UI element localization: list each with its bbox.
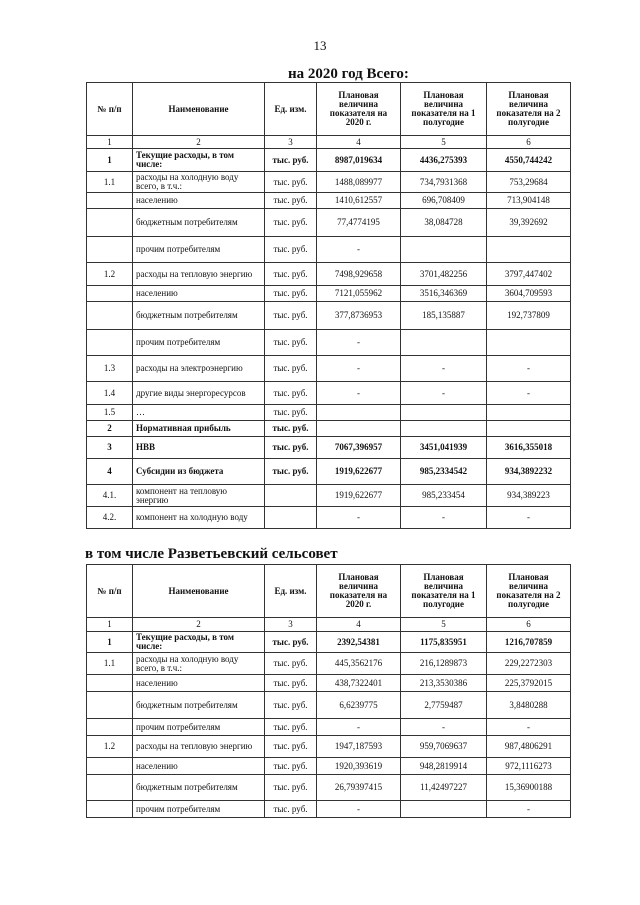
header-number: № п/п (87, 83, 133, 136)
value-plan-h2: 713,904148 (487, 193, 571, 209)
value-plan-h2: 972,1116273 (487, 758, 571, 775)
row-unit: тыс. руб. (265, 736, 317, 758)
table-row (87, 485, 571, 507)
value-plan-h2: 1216,707859 (487, 632, 571, 653)
value-plan-h1: 216,1289873 (401, 653, 487, 675)
row-unit: тыс. руб. (265, 675, 317, 692)
value-plan-h2: - (487, 801, 571, 818)
row-name: бюджетным потребителям (133, 209, 265, 237)
table-row (87, 437, 571, 459)
table-row (87, 263, 571, 286)
row-number (87, 758, 133, 775)
header-name: Наименование (133, 83, 265, 136)
value-plan-h2: 15,36900188 (487, 775, 571, 801)
value-plan-h1: - (401, 507, 487, 529)
row-name: Нормативная прибыль (133, 421, 265, 437)
value-plan-h1 (401, 330, 487, 356)
header-number: № п/п (87, 565, 133, 618)
value-plan-h1: 948,2819914 (401, 758, 487, 775)
budget-table-razvetyevsky (86, 564, 571, 818)
row-number (87, 675, 133, 692)
value-plan-year: 7498,929658 (317, 263, 401, 286)
value-plan-h1: 38,084728 (401, 209, 487, 237)
header-unit: Ед. изм. (265, 565, 317, 618)
row-name: бюджетным потребителям (133, 302, 265, 330)
value-plan-year: 377,8736953 (317, 302, 401, 330)
page-number: 13 (313, 38, 327, 53)
row-unit: тыс. руб. (265, 459, 317, 485)
section-title-total: на 2020 год Всего: (288, 66, 409, 82)
row-number (87, 209, 133, 237)
value-plan-h1: - (401, 356, 487, 382)
value-plan-h2: 3616,355018 (487, 437, 571, 459)
value-plan-h1: 185,135887 (401, 302, 487, 330)
row-name: другие виды энергоресурсов (133, 382, 265, 405)
value-plan-h1: 734,7931368 (401, 172, 487, 193)
value-plan-h2: - (487, 356, 571, 382)
row-number (87, 330, 133, 356)
value-plan-h1: 2,7759487 (401, 692, 487, 719)
value-plan-h2: - (487, 719, 571, 736)
table-row (87, 507, 571, 529)
table-row (87, 775, 571, 801)
value-plan-year: 1920,393619 (317, 758, 401, 775)
row-number: 1.2 (87, 736, 133, 758)
column-number: 3 (265, 618, 317, 632)
value-plan-h2: 225,3792015 (487, 675, 571, 692)
row-number (87, 692, 133, 719)
row-name: бюджетным потребителям (133, 692, 265, 719)
table-row (87, 356, 571, 382)
row-number: 3 (87, 437, 133, 459)
table-row (87, 736, 571, 758)
row-number (87, 719, 133, 736)
row-number (87, 302, 133, 330)
value-plan-h1: 696,708409 (401, 193, 487, 209)
column-number: 6 (487, 136, 571, 149)
value-plan-h1: 1175,835951 (401, 632, 487, 653)
row-name: расходы на электроэнергию (133, 356, 265, 382)
row-name: Текущие расходы, в том числе: (133, 632, 265, 653)
value-plan-year: 7067,396957 (317, 437, 401, 459)
row-number: 1.3 (87, 356, 133, 382)
header-plan-h1: Плановая величина показателя на 1 полугодие (401, 565, 487, 618)
value-plan-h2: - (487, 507, 571, 529)
value-plan-h1: 985,233454 (401, 485, 487, 507)
row-unit: тыс. руб. (265, 263, 317, 286)
value-plan-year: 1488,089977 (317, 172, 401, 193)
value-plan-h2: 3,8480288 (487, 692, 571, 719)
value-plan-h2: 3604,709593 (487, 286, 571, 302)
value-plan-h1: 4436,275393 (401, 149, 487, 172)
row-unit: тыс. руб. (265, 421, 317, 437)
value-plan-year: 2392,54381 (317, 632, 401, 653)
value-plan-h2 (487, 330, 571, 356)
row-number (87, 286, 133, 302)
row-name: населению (133, 758, 265, 775)
row-name: прочим потребителям (133, 330, 265, 356)
row-unit: тыс. руб. (265, 302, 317, 330)
row-number: 1.2 (87, 263, 133, 286)
value-plan-year: 1919,622677 (317, 459, 401, 485)
row-name: прочим потребителям (133, 801, 265, 818)
row-number: 1.5 (87, 405, 133, 421)
value-plan-year: 26,79397415 (317, 775, 401, 801)
header-plan-year: Плановая величина показателя на 2020 г. (317, 83, 401, 136)
column-number-row (87, 618, 571, 632)
row-name: населению (133, 193, 265, 209)
value-plan-h2: 4550,744242 (487, 149, 571, 172)
value-plan-year: 445,3562176 (317, 653, 401, 675)
value-plan-year: - (317, 507, 401, 529)
value-plan-year (317, 421, 401, 437)
row-unit: тыс. руб. (265, 405, 317, 421)
table-row (87, 405, 571, 421)
row-number: 2 (87, 421, 133, 437)
row-number (87, 801, 133, 818)
value-plan-h2: 229,2272303 (487, 653, 571, 675)
table-row (87, 801, 571, 818)
row-unit: тыс. руб. (265, 632, 317, 653)
value-plan-year: - (317, 356, 401, 382)
row-number: 4.2. (87, 507, 133, 529)
value-plan-year: 6,6239775 (317, 692, 401, 719)
value-plan-h2: - (487, 382, 571, 405)
row-unit: тыс. руб. (265, 437, 317, 459)
column-number: 2 (133, 136, 265, 149)
column-number: 1 (87, 618, 133, 632)
row-unit: тыс. руб. (265, 692, 317, 719)
column-number: 3 (265, 136, 317, 149)
column-number: 2 (133, 618, 265, 632)
budget-table-total (86, 82, 571, 529)
header-plan-year: Плановая величина показателя на 2020 г. (317, 565, 401, 618)
row-unit: тыс. руб. (265, 719, 317, 736)
table-row (87, 632, 571, 653)
value-plan-h2 (487, 237, 571, 263)
value-plan-year: - (317, 330, 401, 356)
table-row (87, 382, 571, 405)
value-plan-h1: - (401, 382, 487, 405)
value-plan-h1: 3516,346369 (401, 286, 487, 302)
row-name: расходы на тепловую энергию (133, 263, 265, 286)
value-plan-year: 438,7322401 (317, 675, 401, 692)
row-name: НВВ (133, 437, 265, 459)
value-plan-year (317, 405, 401, 421)
value-plan-h2 (487, 421, 571, 437)
row-number (87, 237, 133, 263)
table-row (87, 237, 571, 263)
value-plan-h2: 934,3892232 (487, 459, 571, 485)
row-number (87, 193, 133, 209)
row-name: компонент на холодную воду (133, 507, 265, 529)
column-number: 5 (401, 618, 487, 632)
table-row (87, 653, 571, 675)
value-plan-year: - (317, 237, 401, 263)
header-name: Наименование (133, 565, 265, 618)
value-plan-year: - (317, 382, 401, 405)
header-plan-h1: Плановая величина показателя на 1 полугодие (401, 83, 487, 136)
row-name: бюджетным потребителям (133, 775, 265, 801)
row-name: компонент на тепловую энергию (133, 485, 265, 507)
value-plan-h1: - (401, 719, 487, 736)
value-plan-h2: 934,389223 (487, 485, 571, 507)
value-plan-h1: 985,2334542 (401, 459, 487, 485)
row-unit: тыс. руб. (265, 653, 317, 675)
value-plan-h1: 11,42497227 (401, 775, 487, 801)
row-number: 1.1 (87, 653, 133, 675)
table-header-row (87, 565, 571, 618)
row-unit: тыс. руб. (265, 286, 317, 302)
row-number: 4 (87, 459, 133, 485)
table-row (87, 193, 571, 209)
row-number: 1.4 (87, 382, 133, 405)
column-number-row (87, 136, 571, 149)
table-row (87, 330, 571, 356)
row-number (87, 775, 133, 801)
row-name: расходы на холодную воду всего, в т.ч.: (133, 172, 265, 193)
value-plan-h1: 213,3530386 (401, 675, 487, 692)
value-plan-h2: 192,737809 (487, 302, 571, 330)
row-unit: тыс. руб. (265, 172, 317, 193)
row-name: расходы на холодную воду всего, в т.ч.: (133, 653, 265, 675)
row-unit: тыс. руб. (265, 237, 317, 263)
row-name: прочим потребителям (133, 719, 265, 736)
table-header-row (87, 83, 571, 136)
table-row (87, 758, 571, 775)
value-plan-h1: 959,7069637 (401, 736, 487, 758)
header-plan-h2: Плановая величина показателя на 2 полугодие (487, 565, 571, 618)
table-row (87, 692, 571, 719)
value-plan-h1 (401, 801, 487, 818)
row-unit: тыс. руб. (265, 330, 317, 356)
table-row (87, 719, 571, 736)
value-plan-h1 (401, 405, 487, 421)
column-number: 1 (87, 136, 133, 149)
table-row (87, 172, 571, 193)
value-plan-year: 7121,055962 (317, 286, 401, 302)
table-row (87, 302, 571, 330)
value-plan-h2 (487, 405, 571, 421)
row-number: 1 (87, 149, 133, 172)
header-plan-h2: Плановая величина показателя на 2 полугодие (487, 83, 571, 136)
value-plan-h2: 987,4806291 (487, 736, 571, 758)
header-unit: Ед. изм. (265, 83, 317, 136)
value-plan-h1: 3701,482256 (401, 263, 487, 286)
table-row (87, 209, 571, 237)
table-row (87, 421, 571, 437)
value-plan-year: 1410,612557 (317, 193, 401, 209)
row-number: 1.1 (87, 172, 133, 193)
value-plan-year: - (317, 719, 401, 736)
value-plan-year: 77,4774195 (317, 209, 401, 237)
table-row (87, 675, 571, 692)
column-number: 4 (317, 618, 401, 632)
row-name: расходы на тепловую энергию (133, 736, 265, 758)
value-plan-year: 1919,622677 (317, 485, 401, 507)
value-plan-year: - (317, 801, 401, 818)
value-plan-h2: 39,392692 (487, 209, 571, 237)
row-unit: тыс. руб. (265, 758, 317, 775)
row-name: Текущие расходы, в том числе: (133, 149, 265, 172)
value-plan-h1 (401, 237, 487, 263)
row-unit: тыс. руб. (265, 209, 317, 237)
value-plan-h2: 3797,447402 (487, 263, 571, 286)
table-row (87, 149, 571, 172)
section-title-razvetyevsky: в том числе Разветьевский сельсовет (85, 546, 338, 562)
row-unit: тыс. руб. (265, 382, 317, 405)
column-number: 6 (487, 618, 571, 632)
row-name: населению (133, 675, 265, 692)
value-plan-year: 8987,019634 (317, 149, 401, 172)
value-plan-h1 (401, 421, 487, 437)
value-plan-h2: 753,29684 (487, 172, 571, 193)
row-number: 1 (87, 632, 133, 653)
column-number: 4 (317, 136, 401, 149)
row-unit: тыс. руб. (265, 801, 317, 818)
row-unit: тыс. руб. (265, 775, 317, 801)
column-number: 5 (401, 136, 487, 149)
row-name: прочим потребителям (133, 237, 265, 263)
table-row (87, 459, 571, 485)
row-unit: тыс. руб. (265, 149, 317, 172)
value-plan-h1: 3451,041939 (401, 437, 487, 459)
value-plan-year: 1947,187593 (317, 736, 401, 758)
row-number: 4.1. (87, 485, 133, 507)
row-name: … (133, 405, 265, 421)
row-name: Субсидии из бюджета (133, 459, 265, 485)
row-name: населению (133, 286, 265, 302)
row-unit (265, 507, 317, 529)
row-unit: тыс. руб. (265, 356, 317, 382)
row-unit: тыс. руб. (265, 193, 317, 209)
row-unit (265, 485, 317, 507)
table-row (87, 286, 571, 302)
